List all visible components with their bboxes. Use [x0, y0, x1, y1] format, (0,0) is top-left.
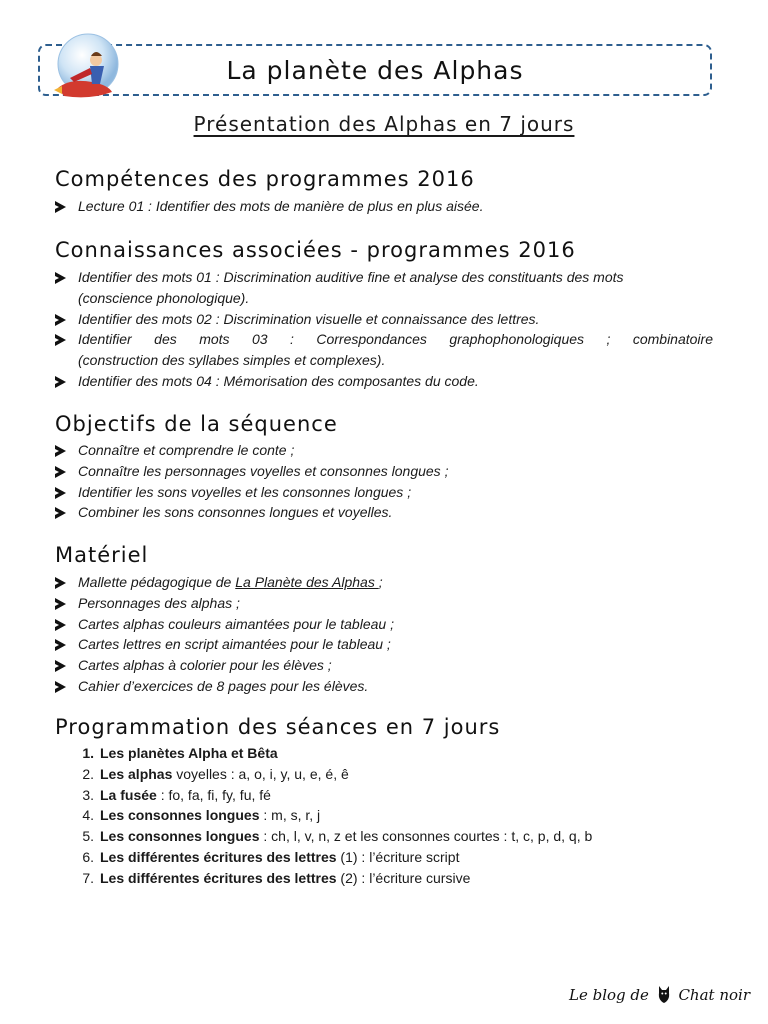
list-item: Identifier des mots 03 : Correspondances graphophonologiques ; combinatoire (construction des syllabes simples et complexes). [55, 329, 713, 371]
page-subtitle: Présentation des Alphas en 7 jours [193, 112, 575, 136]
arrow-bullet-icon [55, 466, 66, 478]
arrow-bullet-icon [55, 445, 66, 457]
list-item: 6. Les différentes écritures des lettres (1) : l’écriture script [82, 848, 460, 865]
list-item: 3. La fusée : fo, fa, fi, fy, fu, fé [82, 786, 271, 803]
list-item: Personnages des alphas ; [55, 593, 713, 614]
section-heading-materiel: Matériel [55, 543, 149, 567]
list-item: 5. Les consonnes longues : ch, l, v, n, z et les consonnes courtes : t, c, p, d, q, b [82, 828, 593, 845]
arrow-bullet-icon [55, 376, 66, 388]
list-item: 4. Les consonnes longues : m, s, r, j [82, 807, 321, 824]
section-heading-competences: Compétences des programmes 2016 [55, 167, 475, 191]
list-item: Identifier des mots 04 : Mémorisation des composantes du code. [55, 371, 713, 392]
list-connaissances [55, 267, 713, 392]
arrow-bullet-icon [55, 639, 66, 651]
arrow-bullet-icon [55, 272, 66, 284]
list-item: Connaître les personnages voyelles et consonnes longues ; [55, 461, 713, 482]
list-item: Connaître et comprendre le conte ; [55, 440, 713, 461]
section-heading-connaissances: Connaissances associées - programmes 2016 [55, 238, 576, 262]
list-item: Mallette pédagogique de La Planète des Alphas ; [55, 572, 713, 593]
arrow-bullet-icon [55, 507, 66, 519]
list-materiel [55, 572, 713, 697]
footer-signature [569, 984, 750, 1004]
list-item: Identifier les sons voyelles et les consonnes longues ; [55, 482, 713, 503]
cat-icon [656, 984, 672, 1004]
list-programmation [82, 743, 593, 889]
page-title: La planète des Alphas [226, 56, 524, 85]
list-item: 1. Les planètes Alpha et Bêta [82, 745, 278, 761]
rocket-alpha-icon [50, 30, 122, 102]
list-competences [55, 196, 713, 217]
title-box [38, 44, 712, 96]
list-item: Identifier des mots 02 : Discrimination visuelle et connaissance des lettres. [55, 309, 713, 330]
section-heading-objectifs: Objectifs de la séquence [55, 412, 338, 436]
list-item: Combiner les sons consonnes longues et voyelles. [55, 502, 713, 523]
arrow-bullet-icon [55, 681, 66, 693]
list-item: 7. Les différentes écritures des lettres (2) : l’écriture cursive [82, 869, 471, 886]
list-item: Cartes lettres en script aimantées pour le tableau ; [55, 634, 713, 655]
arrow-bullet-icon [55, 660, 66, 672]
list-item: Lecture 01 : Identifier des mots de manière de plus en plus aisée. [55, 196, 713, 217]
arrow-bullet-icon [55, 619, 66, 631]
section-heading-programmation: Programmation des séances en 7 jours [55, 715, 501, 739]
list-objectifs [55, 440, 713, 523]
list-item: Cartes alphas à colorier pour les élèves ; [55, 655, 713, 676]
list-item: Cartes alphas couleurs aimantées pour le tableau ; [55, 614, 713, 635]
arrow-bullet-icon [55, 334, 66, 346]
arrow-bullet-icon [55, 598, 66, 610]
list-item: 2. Les alphas voyelles : a, o, i, y, u, e, é, ê [82, 765, 349, 782]
arrow-bullet-icon [55, 201, 66, 213]
footer-right: Chat noir [678, 986, 750, 1004]
list-item: Cahier d’exercices de 8 pages pour les élèves. [55, 676, 713, 697]
footer-left: Le blog de [569, 986, 649, 1004]
list-item: Identifier des mots 01 : Discrimination auditive fine et analyse des constituants des mots (conscience phonologique). [55, 267, 713, 309]
arrow-bullet-icon [55, 314, 66, 326]
planete-alphas-link[interactable]: La Planète des Alphas [235, 574, 379, 590]
arrow-bullet-icon [55, 487, 66, 499]
arrow-bullet-icon [55, 577, 66, 589]
